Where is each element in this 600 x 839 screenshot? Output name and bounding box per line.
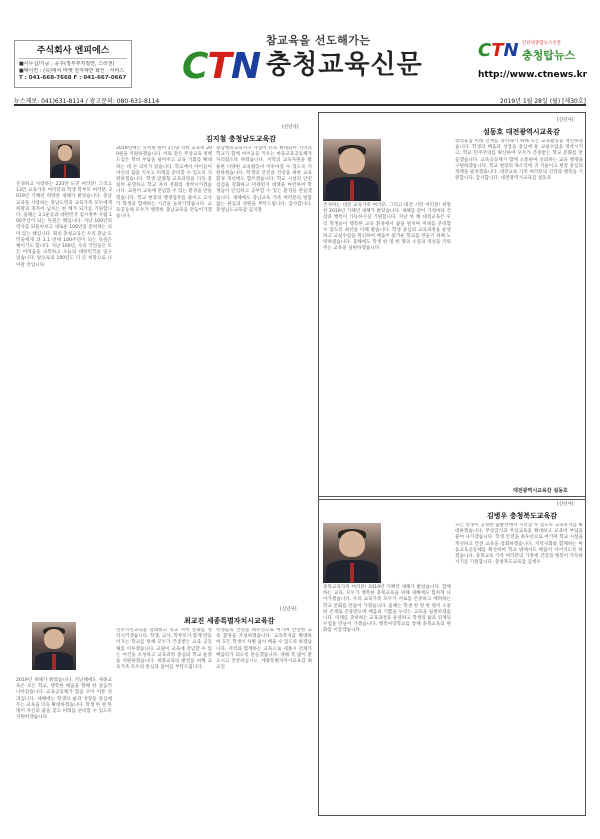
ctn-top-news-ad: [476, 40, 586, 88]
article-category: [신년사]: [280, 607, 297, 612]
masthead: [14, 24, 588, 87]
article-category: [신년사]: [557, 118, 574, 123]
slogan: 참교육을 선도해가는: [266, 34, 371, 47]
ctn-small-logo: CTN: [478, 40, 519, 61]
article-text-column: 2019년 새해가 밝았습니다. 지난해에도 세종교육은 모든 학교, 행복한 배움을 향해 한 걸음씩 나아갔습니다. 교육공동체가 힘을 모아 이룬 성과입니다. 새해에는 학생의 삶과 성장을 중심에 두는 교육을 더욱 확대하겠습니다. 학생 한 명 한 명이 자신의 꿈을 찾고 미래를 준비할 수 있도록 지원하겠습니다.: [16, 678, 112, 721]
article-text-column: 2019년에는 유치원 원아 1인당 학비 교육비 200원을 지원하겠습니다. 이와 같은 무상교육 정책 도입은 학비 부담을 덜어주고 교육 기회를 확대하는 데 큰 의미가 있습니다. 학교에서 아이들이 자신의 꿈을 키우고 미래를 준비할 수 있도록 지원하겠습니다. 학생 맞춤형 교육과정을 더욱 충실히 운영하고 학교 자치 문화를 정착시키겠습니다. 교원이 교육에 전념할 수 있는 환경을 만들겠습니다. 학교 현장의 행정업무를 줄이고 교사가 학생과 함께하는 시간을 늘려가겠습니다. 교육공동체 모두가 행복한 충남교육을 만들어가겠습니다.: [116, 146, 212, 220]
ad-tagline: 인터넷종합뉴스신문: [522, 41, 562, 46]
article-text-column: 모든 학생이 공정한 출발선에서 시작할 수 있도록 교육복지를 확대하겠습니다. 무상급식과 무상교육을 확대하고 교육비 부담을 줄여 나가겠습니다. 학생 안전을 최우선으로 여기며 학교 시설을 개선하고 안전 교육을 강화하겠습니다. 지역사회와 함께하는 마을교육공동체를 확산하여 학교 밖에서도 배움이 이어지도록 하겠습니다. 충북교육 가족 여러분의 가정에 건강과 행복이 가득하시기를 기원합니다. 충청북도교육감 김병우: [455, 523, 583, 566]
contact-info: 뉴스제보: 041)631-8114 / 광고문의: 080-631-8114: [14, 98, 160, 105]
article-byline: 설동호 대전광역시교육감: [483, 128, 560, 136]
article-category: [신년사]: [557, 502, 574, 507]
article-text-column: 학생들의 안전을 최우선으로 여기며 안전한 교육 환경을 조성하겠습니다. 교육복지를 확대하여 모든 학생이 차별 없이 배울 수 있도록 하겠습니다. 지역과 함께하는 교육으로 세종시 전체가 배움터가 되도록 만들겠습니다. 새해 복 많이 받으시고 건강하십시오. 세종특별자치시교육감 최교진: [216, 628, 312, 671]
article-byline: 김병우 충청북도교육감: [487, 512, 558, 520]
ctn-logo-mark: CTN: [182, 46, 261, 87]
company-name: 주식회사 엔피에스: [19, 43, 127, 59]
article-text-column: 존경하는 대전 교육가족 여러분, 그리고 대전 시민 여러분! 희망찬 2019년 기해년 새해가 밝았습니다. 새해를 맞아 가정마다 건강과 행복이 가득하시길 기원합니다. 지난 한 해 대전교육은 우리 학생들이 행복한 교육 환경에서 꿈을 펼치며 미래를 준비할 수 있도록 최선을 다해 왔습니다. 학생 중심의 교육과정을 운영하고 교실수업을 혁신하여 배움이 즐거운 학교를 만들기 위해 노력하였습니다. 올해에도 학생 한 명 한 명의 소질과 적성을 키워주는 교육을 실현하겠습니다.: [323, 203, 451, 252]
article-sejong: [14, 600, 314, 830]
article-text-column: 충북교육가족 여러분! 2019년 기해년 새해가 밝았습니다. 함께하는 교육, 모두가 행복한 충북교육을 위해 새해에도 힘차게 나아가겠습니다. 우리 교육가족 모두가 서로를 존중하고 배려하는 학교 문화를 만들어 가겠습니다. 올해는 학생 한 명 한 명이 소중한 존재로 존중받으며 배움의 기쁨을 누리는 교육을 실현하겠습니다. 미래를 준비하는 교육과정을 운영하고 학생의 삶과 연계된 수업을 만들어 가겠습니다. 행복씨앗학교를 통해 충북교육의 변화를 이끌겠습니다.: [323, 585, 451, 634]
article-text-column: 충남행복교육지구 사업이 더욱 확대되어 지역과 학교가 함께 아이들을 키우는 마을교육공동체가 자리잡도록 하겠습니다. 지역의 교육자원을 활용한 다양한 교육활동이 이루어질 수 있도록 지원하겠습니다. 학생의 안전과 건강을 위한 교육환경 개선에도 힘쓰겠습니다. 학교 시설의 안전 점검을 강화하고 미세먼지 대책을 마련하여 학생들이 안심하고 공부할 수 있는 환경을 만들겠습니다. 새해에도 충남교육 가족 여러분의 변함없는 관심과 성원을 부탁드립니다. 감사합니다. 충청남도교육감 김지철: [216, 146, 312, 214]
company-contact: ■메이킨 : (유)에어 마켓 전자파반 화인 · 서비스: [19, 68, 125, 74]
ad-url-link[interactable]: http://www.ctnews.kr: [478, 70, 588, 80]
info-bar: [14, 94, 586, 106]
article-chungbuk: [318, 496, 586, 816]
newspaper-logo: [182, 28, 442, 88]
ad-site-name: 충청탑뉴스: [522, 49, 576, 62]
company-ad: [14, 40, 132, 88]
company-phone: T : 041-668-7668 F : 041-667-0667: [19, 75, 127, 81]
article-byline: 김지철 충청남도교육감: [206, 135, 277, 143]
newspaper-title: 충청교육신문: [266, 50, 423, 80]
company-address: ■사무실/가공 : 공주(정부부처절연, 스러천): [19, 61, 115, 67]
article-text-column: 창의융합 미래 인재를 길러내기 위해 모든 교육활동을 혁신하겠습니다. 학생의 배움과 성장을 중심에 둔 교실수업을 정착시키고, 학교 민주주의를 확산하여 모두가 존중받는 학교 문화를 만들겠습니다. 교육공동체가 함께 소통하며 신뢰하는 교육 행정을 구현하겠습니다. 학교 현장의 목소리에 귀 기울이고 현장 중심의 정책을 펼치겠습니다. 대전교육 가족 여러분의 건강과 행복을 기원합니다. 감사합니다. 대전광역시교육감 설동호: [455, 139, 583, 182]
article-byline: 최교진 세종특별자치시교육감: [184, 617, 275, 625]
issue-date: 2019년 1월 28일 (월) [제30호]: [499, 98, 586, 105]
article-chungnam: [14, 112, 314, 612]
article-signature: 대전광역시교육감 설동호: [513, 488, 568, 494]
article-text-column: 민주시민교육을 강화하고 학교 자치 문화를 정착시키겠습니다. 학생, 교사, 학부모가 함께 만들어가는 학교를 통해 모두가 존중받는 교육 공동체를 이루겠습니다. 교원이 교육에 전념할 수 있는 여건을 조성하고 교육과정 중심의 학교 운영을 지원하겠습니다. 세종교육의 발전을 위해 교육가족 모두의 관심과 참여를 부탁드립니다.: [116, 628, 212, 671]
article-text-column: 존경하고 사랑하는 220만 도민 여러분! 그리고 13만 교육가족 여러분과 학생 학부모 여러분. 2019년 기해년 희망찬 새해가 밝았습니다. 충남교육을 사랑하는 충남도민과 교육가족 모두에게 희망과 축복이 넘치는 한 해가 되기를 기원합니다. 올해는 3.1운동과 대한민국 임시정부 수립 100주년이 되는 뜻깊은 해입니다. 지난 100년의 역사를 되돌아보고 새로운 100년을 준비하는 의미 있는 해입니다. 회의 충청교육은 우리 충남 도민들에게 과 3.1 만세 100주년이 되는 뜻깊은 해이기도 합니다. 지난 100년, 우리 국민들은 모든 어려움을 극복하고 오늘의 대한민국을 일구었습니다. 앞으로의 100년도 더 큰 희망으로 나아갈 것입니다.: [16, 182, 112, 268]
article-category: [신년사]: [282, 125, 299, 130]
article-daejeon: [318, 112, 586, 500]
